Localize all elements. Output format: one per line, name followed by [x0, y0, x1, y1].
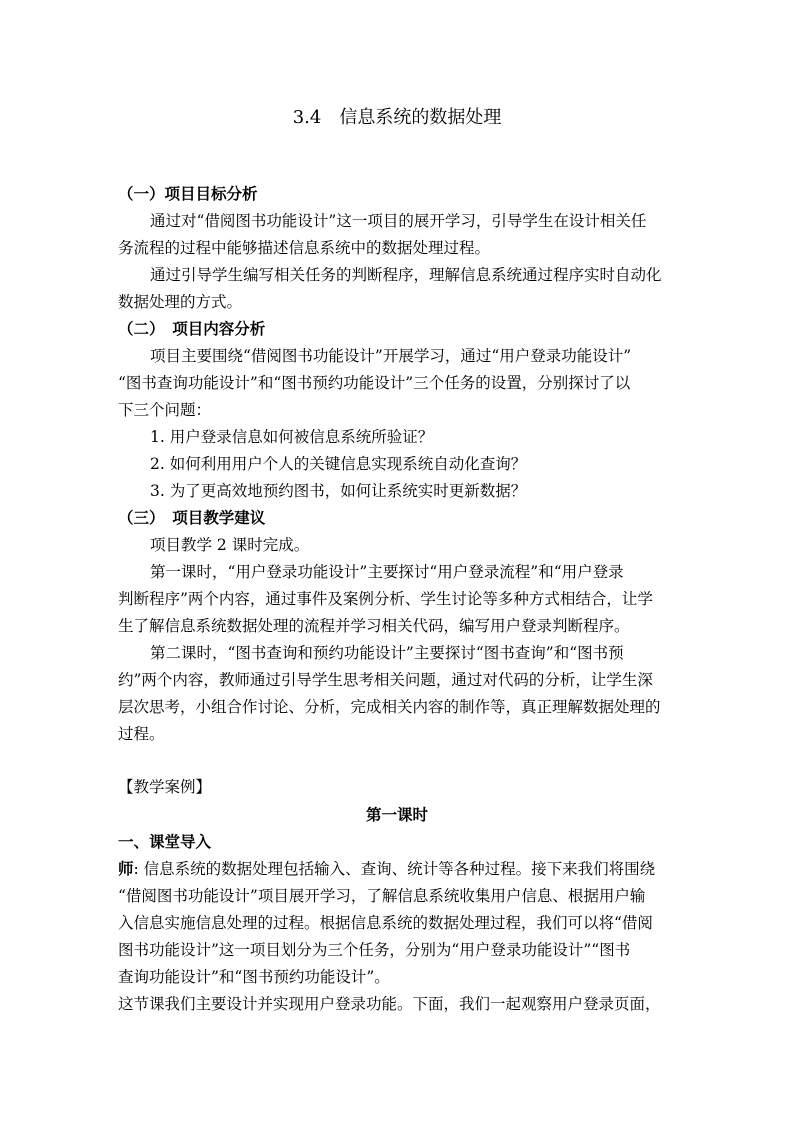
lesson-title: 第一课时 — [365, 805, 428, 824]
teacher-label: 师 — [118, 859, 134, 878]
paragraph-line: 项目主要围绕“借阅图书功能设计”开展学习，通过“用户登录功能设计” — [150, 347, 632, 365]
paragraph-line: 第一课时，“用户登录功能设计”主要探讨“用户登录流程”和“用户登录 — [150, 563, 624, 581]
paragraph-line: “图书查询功能设计”和“图书预约功能设计”三个任务的设置，分别探讨了以 — [118, 374, 631, 392]
list-item: 3. 为了更高效地预约图书，如何让系统实时更新数据？ — [150, 482, 527, 500]
paragraph-line: 第二课时，“图书查询和预约功能设计”主要探讨“图书查询”和“图书预 — [150, 644, 624, 662]
paragraph-line: 项目教学 2 课时完成。 — [150, 536, 310, 554]
paragraph-line: “借阅图书功能设计”项目展开学习，了解信息系统收集用户信息、根据用户输 — [118, 887, 646, 905]
paragraph-line: 通过引导学生编写相关任务的判断程序，理解信息系统通过程序实时自动化 — [150, 266, 662, 284]
paragraph-line: 这节课我们主要设计并实现用户登录功能。下面，我们一起观察用户登录页面， — [118, 995, 661, 1013]
teacher-text: : 信息系统的数据处理包括输入、查询、统计等各种过程。接下来我们将围绕 — [133, 860, 656, 878]
page-title: 3.4 信息系统的数据处理 — [292, 107, 502, 128]
paragraph-line: 下三个问题： — [118, 401, 212, 419]
case-label: 【教学案例】 — [118, 778, 212, 796]
list-item: 1. 用户登录信息如何被信息系统所验证？ — [150, 428, 434, 446]
section-heading-intro: 一、课堂导入 — [118, 832, 212, 851]
paragraph-line: 务流程的过程中能够描述信息系统中的数据处理过程。 — [118, 239, 491, 257]
list-item: 2. 如何利用用户个人的关键信息实现系统自动化查询？ — [150, 455, 527, 473]
paragraph-line: 判断程序”两个内容，通过事件及案例分析、学生讨论等多种方式相结合，让学 — [118, 590, 653, 608]
section-heading-content: （二） 项目内容分析 — [118, 319, 266, 338]
paragraph-line: 通过对“借阅图书功能设计”这一项目的展开学习，引导学生在设计相关任 — [150, 212, 647, 230]
section-heading-goals: （一）项目目标分析 — [118, 184, 258, 203]
paragraph-line: 图书功能设计”这一项目划分为三个任务，分别为“用户登录功能设计”“图书 — [118, 941, 631, 959]
section-heading-suggestions: （三） 项目教学建议 — [118, 508, 266, 527]
paragraph-line: 入信息实施信息处理的过程。根据信息系统的数据处理过程，我们可以将“借阅 — [118, 914, 653, 932]
paragraph-line: 数据处理的方式。 — [118, 293, 243, 311]
paragraph-line: 约”两个内容，教师通过引导学生思考相关问题，通过对代码的分析，让学生深 — [118, 671, 653, 689]
paragraph-line: 层次思考，小组合作讨论、分析，完成相关内容的制作等，真正理解数据处理的 — [118, 698, 661, 716]
paragraph-line: 过程。 — [118, 725, 165, 743]
paragraph-line — [118, 859, 655, 879]
paragraph-line: 生了解信息系统数据处理的流程并学习相关代码，编写用户登录判断程序。 — [118, 617, 630, 635]
paragraph-line: 查询功能设计”和“图书预约功能设计”。 — [118, 968, 390, 986]
